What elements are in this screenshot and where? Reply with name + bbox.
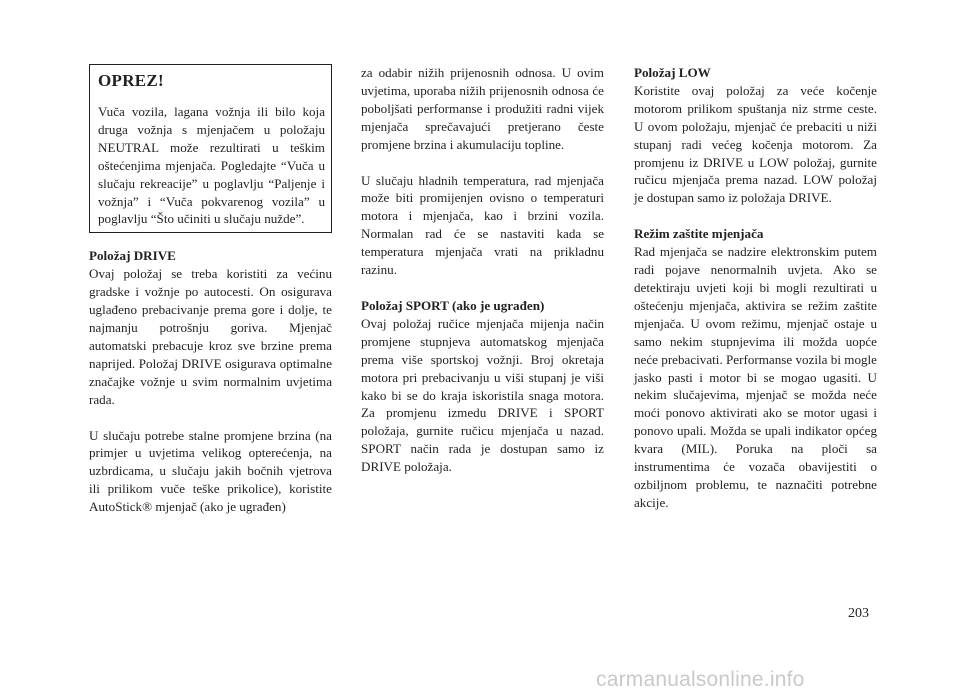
column-middle (361, 64, 604, 494)
drive-text: Ovaj položaj se treba koristiti za većinu gradske i vožnje po autocesti. On osigurava uglađeno prebacivanje prema gore i dolje, te najmanju potrošnju goriva. Mjenjač automatski prebacuje kroz sve brzine prema naprijed. Položaj DRIVE osigurava optimalne značajke vožnje u svim normalnim uvjetima rada. (89, 266, 332, 407)
column-left (89, 64, 332, 534)
low-section (634, 64, 877, 207)
page-number: 203 (848, 606, 869, 621)
low-text: Koristite ovaj položaj za veće kočenje motorom prilikom spuštanja niz strme ceste. U ovom položaju, mjenjač će prebaciti u niži stupanj radi većeg kočenja motorom. Za promjenu iz DRIVE u LOW položaj, gurnite ručicu mjenjača prema nazad. LOW položaj je dostupan samo iz položaja DRIVE. (634, 82, 877, 206)
drive-heading: Položaj DRIVE (89, 248, 176, 264)
sport-heading: Položaj SPORT (ako je ugrađen) (361, 297, 545, 313)
sport-section (361, 297, 604, 476)
low-heading: Položaj LOW (634, 65, 711, 80)
protection-heading: Režim zaštite mjenjača (634, 226, 764, 242)
caution-box (89, 64, 332, 233)
watermark: carmanualsonline.info (596, 668, 805, 691)
column-right (634, 64, 877, 530)
drive-section (89, 247, 332, 408)
protection-section (634, 225, 877, 512)
lower-gears-paragraph: za odabir nižih prijenosnih odnosa. U ovim uvjetima, uporaba nižih prijenosnih odnosa će poboljšati performanse i produžiti radni vijek mjenjača sprečavajući pretjerano česte promjene brzina i akumulaciju topline. (361, 65, 604, 152)
sport-text: Ovaj položaj ručice mjenjača mijenja način promjene stupnjeva automatskog mjenjača prema više sportskoj vožnji. Broj okretaja motora pri prebacivanju u viši stupanj je viši kako bi se do kraja iskoristila snaga motora. Za promjenu izmedu DRIVE i SPORT položaja, gurnite ručicu mjenjača u nazad. SPORT način rada je dostupan samo iz DRIVE položaja. (361, 315, 604, 475)
cold-temperature-paragraph: U slučaju hladnih temperatura, rad mjenjača može biti promijenjen ovisno o temperaturi motora i mjenjača, kao i brzini vozila. Normalan rad će se nastaviti kada se temperatura mjenjača vrati na prikladnu razinu. (361, 172, 604, 278)
autostick-paragraph: U slučaju potrebe stalne promjene brzina (na primjer u uvjetima velikog opterećenja, na uzbrdicama, u slučaju jakih bočnih vjetrova ili prilikom vuče teške prikolice), koristite AutoStick® mjenjač (ako je ugrađen) (89, 427, 332, 515)
caution-title: OPREZ! (98, 71, 165, 90)
protection-text: Rad mjenjača se nadzire elektronskim putem radi pojave nenormalnih uvjeta. Ako se detektiraju uvjeti koji bi mogli rezultirati u oštećenju mjenjača, aktivira se režim zaštite mjenjača. U ovom režimu, mjenjač ostaje u samo nekim stupnjevima ili možda uopće neće prebacivati. Performanse vozila bi mogle jasko pasti i motor bi se mogao ugasiti. U nekim slučajevima, mjenjač se možda neće moći ponovo aktivirati ako se motor ugasi i ponovo upali. Možda se upali indikator općeg kvara (MIL). Poruka na ploči sa instrumentima će vozača obavijestiti o ozbiljnom problemu, te naznačiti potrebne akcije. (634, 244, 877, 510)
caution-text: Vuča vozila, lagana vožnja ili bilo koja druga vožnja s mjenjačem u položaju NEUTRAL može rezultirati u teškim oštećenjima mjenjača. Pogledajte “Vuča u slučaju rekreacije” u poglavlju “Paljenje i vožnja” i “Vuča pokvarenog vozila” u poglavlju “Što učiniti u slučaju nužde”. (98, 104, 325, 227)
